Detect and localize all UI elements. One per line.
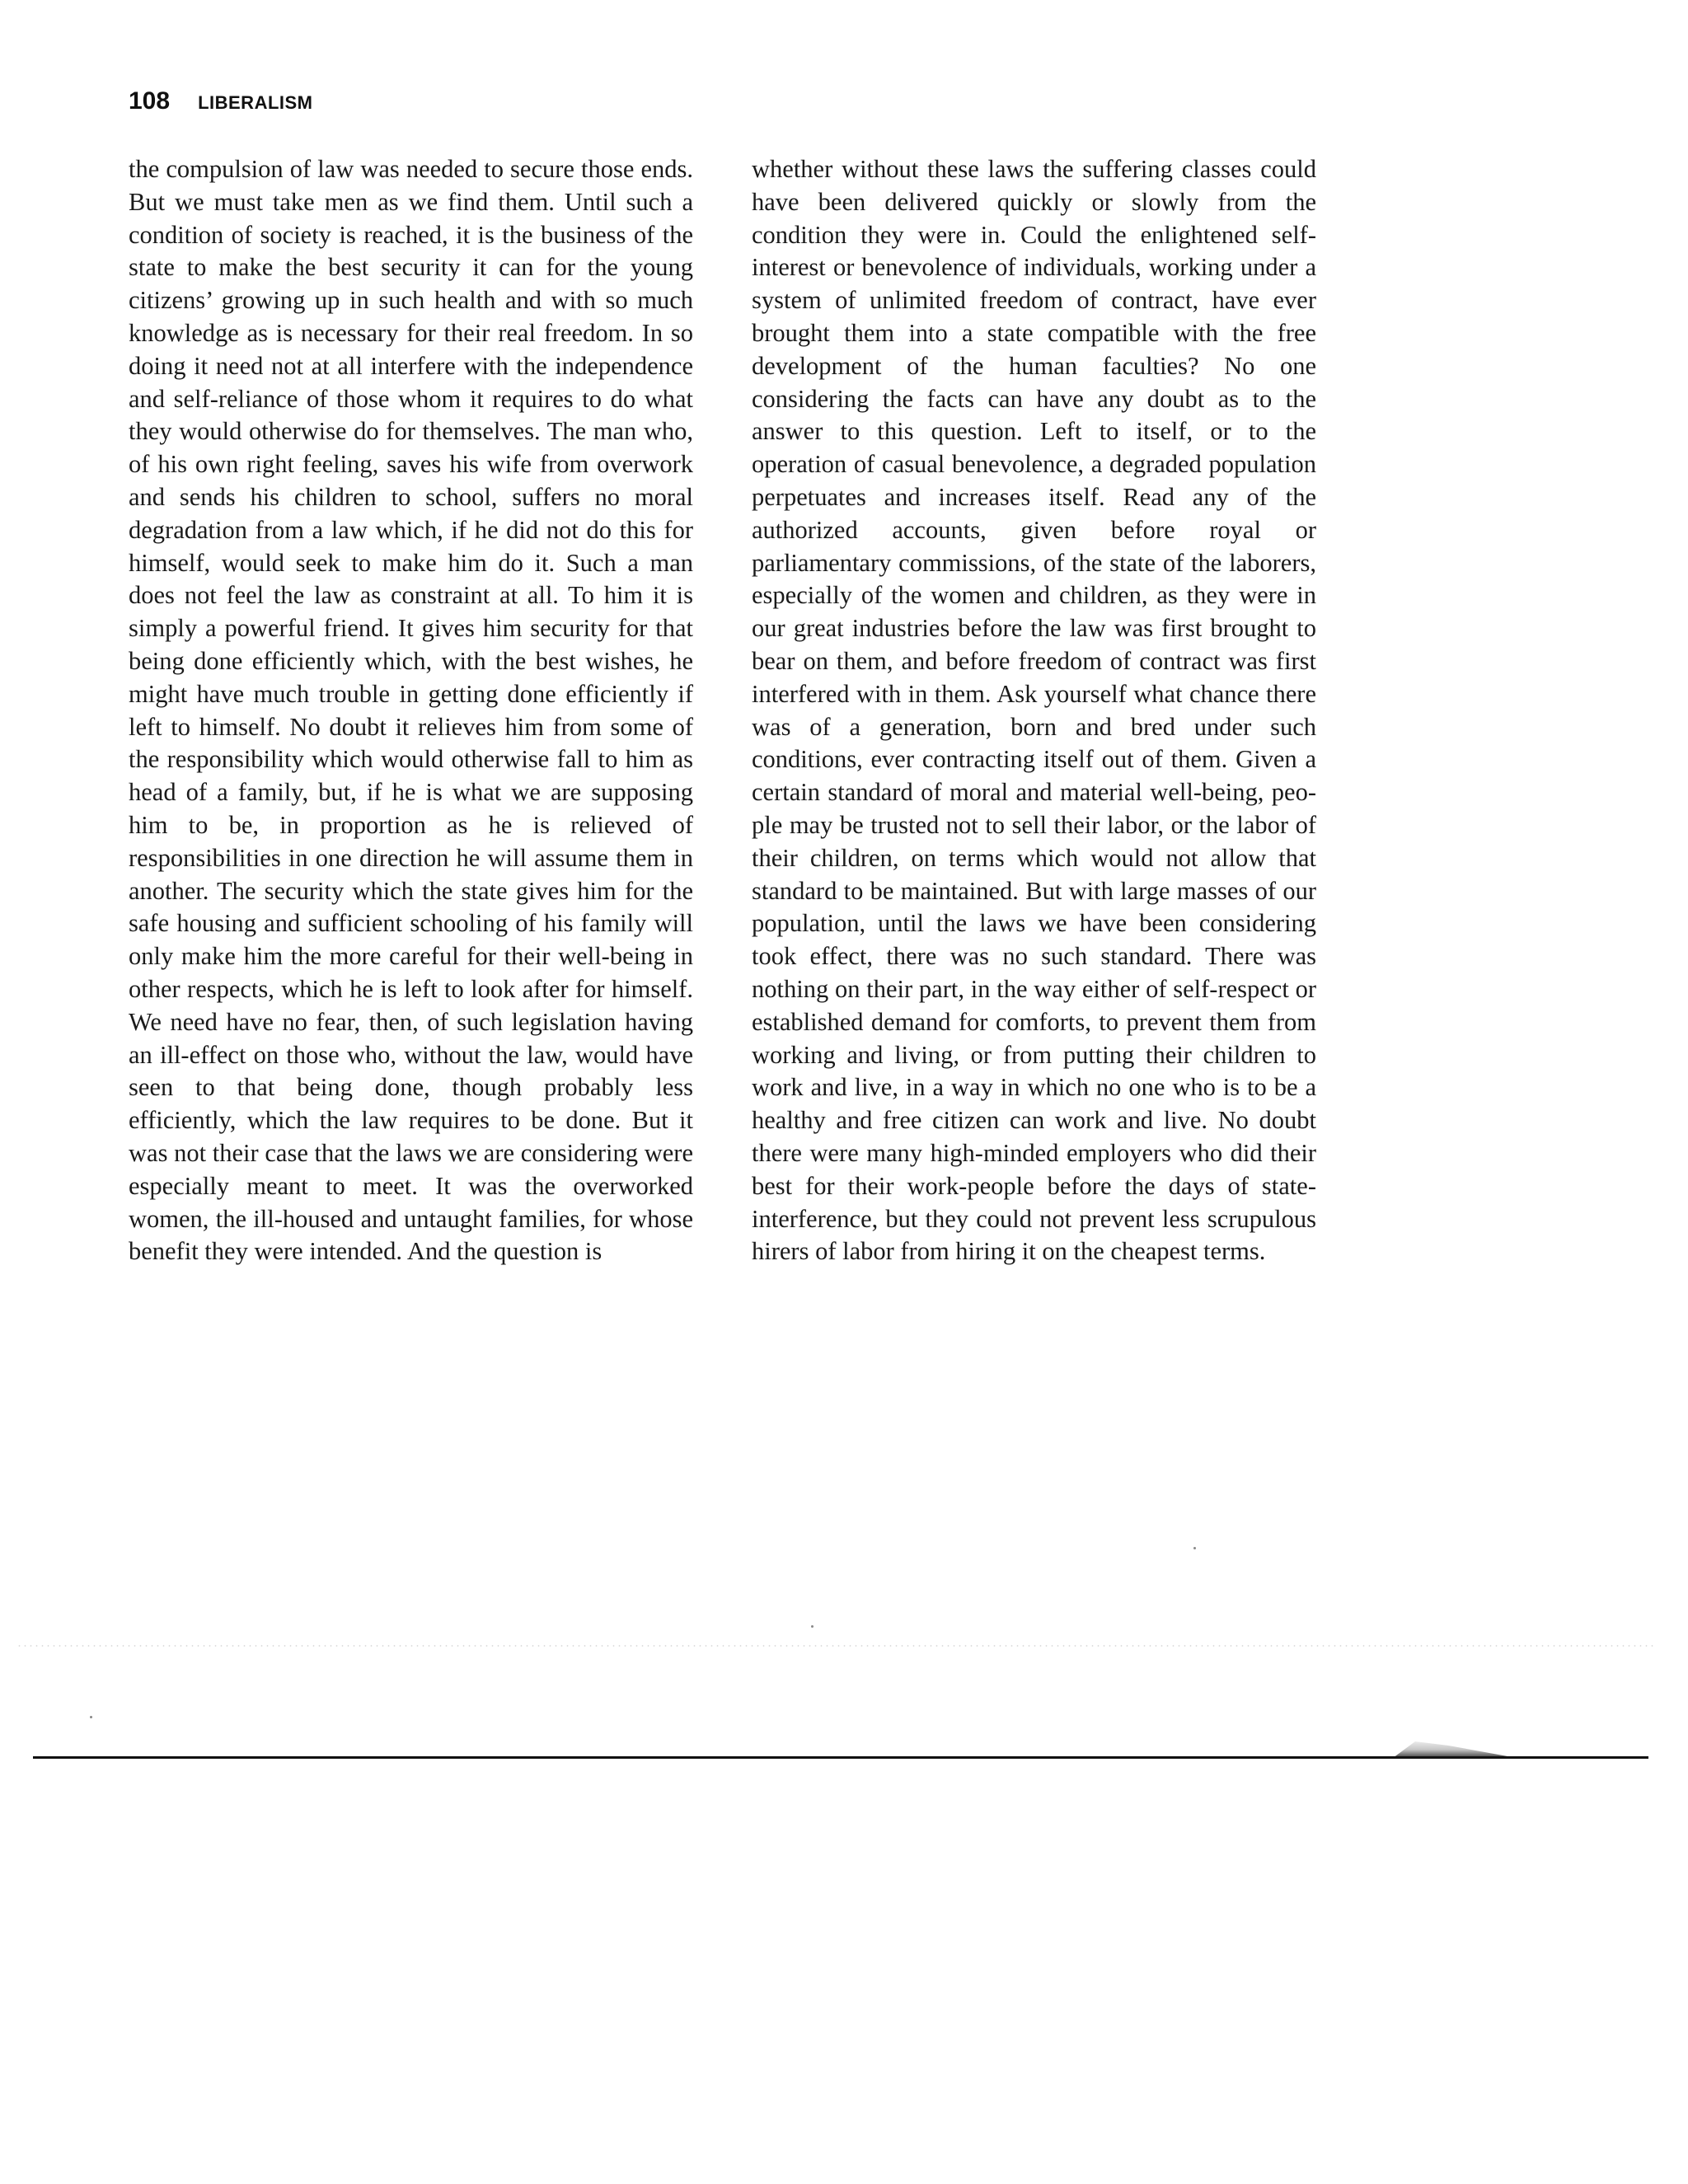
- body-column-right: whether without these laws the suffering classes could have been delivered quickly or slowly from the condition they were in. Could the enlightened self-interest or benevolence of individuals, working under a system of unlimited freedom of contract, have ever brought them into a state compatible with the free development of the human faculties? No one considering the facts can have any doubt as to the answer to this question. Left to itself, or to the operation of casual benevolence, a degraded population perpetuates and increases itself. Read any of the authorized accounts, given before royal or parliamentary commissions, of the state of the laborers, especially of the women and children, as they were in our great industries before the law was first brought to bear on them, and before freedom of contract was first interfered with in them. Ask yourself what chance there was of a generation, born and bred under such conditions, ever contracting itself out of them. Given a certain standard of moral and material well-being, people may be trusted not to sell their labor, or the labor of their children, on terms which would not allow that standard to be maintained. But with large masses of our population, until the laws we have been considering took effect, there was no such standard. There was nothing on their part, in the way either of self-respect or established demand for comforts, to prevent them from working and living, or from putting their children to work and live, in a way in which no one who is to be a healthy and free citizen can work and live. No doubt there were many high-minded employers who did their best for their work-people before the days of stateinterference, but they could not prevent less scrupulous hirers of labor from hiring it on the cheapest terms.: [752, 155, 1316, 1266]
- scan-speck: [1193, 1547, 1196, 1549]
- running-header: [129, 87, 313, 120]
- rule-smudge: [1393, 1737, 1517, 1758]
- scan-artifact-line: [16, 1645, 1657, 1647]
- scan-speck: [90, 1716, 92, 1718]
- bottom-rule: [33, 1756, 1648, 1759]
- page-number: 108: [129, 87, 171, 115]
- body-column-left: the compulsion of law was needed to secure those ends. But we must take men as we find them. Until such a condition of society is reached, it is the business of the state to make the best security it can for the young citizens’ growing up in such health and with so much knowledge as is necessary for their real freedom. In so doing it need not at all interfere with the independence and self-reliance of those whom it requires to do what they would otherwise do for themselves. The man who, of his own right feeling, saves his wife from overwork and sends his children to school, suffers no moral degradation from a law which, if he did not do this for himself, would seek to make him do it. Such a man does not feel the law as constraint at all. To him it is simply a powerful friend. It gives him security for that being done efficiently which, with the best wishes, he might have much trouble in getting done efficiently if left to himself. No doubt it relieves him from some of the responsibility which would otherwise fall to him as head of a family, but, if he is what we are supposing him to be, in proportion as he is relieved of responsibilities in one direction he will assume them in another. The security which the state gives him for the safe housing and sufficient schooling of his family will only make him the more careful for their well-being in other respects, which he is left to look after for himself. We need have no fear, then, of such legislation having an ill-effect on those who, without the law, would have seen to that being done, though probably less efficiently, which the law requires to be done. But it was not their case that the laws we are considering were especially meant to meet. It was the overworked women, the ill-housed and untaught families, for whose benefit they were intended. And the question is: [129, 155, 693, 1266]
- running-title: LIBERALISM: [198, 92, 313, 113]
- scan-speck: [811, 1625, 814, 1628]
